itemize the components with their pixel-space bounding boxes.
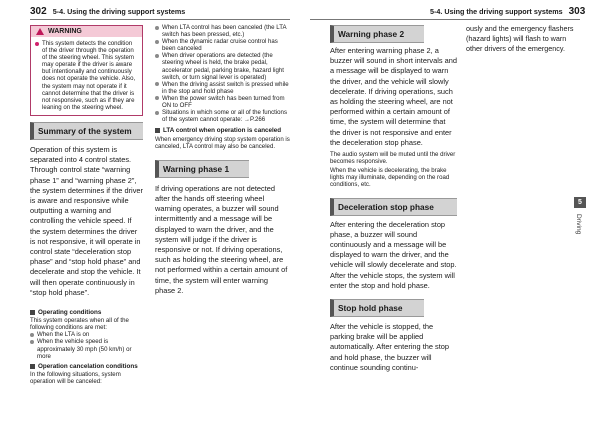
right-page-header: [430, 6, 585, 17]
list-item: When the driving assist switch is pressed while in the stop and hold phase: [155, 81, 290, 95]
left-column-2: [155, 24, 290, 296]
stop-hold-text: After the vehicle is stopped, the parking brake will be applied automatically. After entering the stop and hold phase, the buzzer will continue sounding continu-: [330, 321, 449, 372]
right-header-rule: [310, 19, 580, 20]
warning-phase-1-heading: Warning phase 1: [155, 160, 249, 178]
right-column-2: [466, 24, 578, 55]
stop-hold-heading: Stop hold phase: [330, 299, 424, 317]
list-item: When LTA control has been canceled (the LTA switch has been pressed, etc.): [155, 24, 290, 38]
left-column-1: [30, 25, 143, 385]
operating-conditions-heading: Operating conditions: [30, 309, 143, 316]
deceleration-stop-text: After entering the deceleration stop phase, a buzzer will sound continuously and a message will be displayed to warn the driver, and the vehicle will slowly decelerate and stop. After the vehicle stops, the system will enter the stop and hold phase.: [330, 219, 457, 290]
right-section-title: 5-4. Using the driving support systems: [430, 7, 563, 16]
warning-phase-2-heading: Warning phase 2: [330, 25, 424, 43]
bullet-icon: [155, 26, 159, 30]
left-section-title: 5-4. Using the driving support systems: [52, 7, 186, 16]
left-header-rule: [30, 19, 290, 20]
summary-text: Operation of this system is separated into 4 control states. Through control state “warning phase 1” and “warning phase 2”, the system determines if the driver is aware and responsive while outputting a warning and controlling the vehicle speed. If the system determines the driver is not responsive, it will operate in control state “deceleration stop phase” and “stop hold phase” and decelerate and stop the vehicle. It will then operate continuously in “stop hold phase”.: [30, 144, 143, 297]
square-bullet-icon: [30, 310, 35, 315]
warning-header: [31, 26, 142, 37]
warning-box: [30, 25, 143, 116]
bullet-icon: [155, 54, 159, 58]
left-page-header: [30, 6, 185, 17]
summary-heading: Summary of the system: [30, 122, 143, 140]
bullet-icon: [155, 96, 159, 100]
right-page-number: 303: [568, 6, 586, 17]
right-page: [300, 0, 600, 439]
list-item: When the LTA is on: [30, 331, 143, 338]
bullet-icon: [30, 340, 34, 344]
list-item: When driver operations are detected (the steering wheel is held, the brake pedal, accelerator pedal, parking brake, hazard light switch, or turn signal lever is operated): [155, 52, 290, 80]
list-item: When the vehicle speed is approximately 30 mph (50 km/h) or more: [30, 338, 143, 359]
bullet-icon: [35, 42, 39, 46]
warning-body: [31, 37, 142, 115]
right-column-1: [330, 25, 457, 373]
warning-triangle-icon: [36, 28, 44, 35]
warning-phase-1-text: If driving operations are not detected after the hands off steering wheel warning operates, a buzzer will sound intermittently and a message will be displayed to warn the driver, and the system will judge if the driver is responsive or not. If driving operations, such as holding the steering wheel, are not performed within a certain amount of time, the system will enter warning phase 2.: [155, 183, 288, 295]
square-bullet-icon: [30, 364, 35, 369]
list-item: Situations in which some or all of the functions of the system cannot operate: →P.266: [155, 109, 290, 124]
continued-text: ously and the emergency flashers (hazard lights) will flash to warn other drivers of the emergency.: [466, 24, 574, 54]
lta-canceled-text: When emergency driving stop system operation is canceled, LTA control may also be canceled.: [155, 135, 290, 150]
warning-phase-2-text: After entering warning phase 2, a buzzer will sound in short intervals and a message will be displayed to warn the driver, and the vehicle will slowly decelerate. If driving operations, such as holding the steering wheel, are not performed within a certain amount of time, the system will determine that the driver is not responsive and enter the deceleration stop phase.: [330, 46, 457, 147]
arrow-icon: →: [243, 117, 250, 124]
warning-phase-2-note-2: When the vehicle is decelerating, the brake lights may illuminate, depending on the road conditions, etc.: [330, 167, 450, 189]
square-bullet-icon: [155, 128, 160, 133]
bullet-icon: [30, 333, 34, 337]
chapter-tab-label: Driving: [575, 214, 582, 235]
page-reference-link[interactable]: P.266: [249, 116, 266, 124]
warning-phase-2-note-1: The audio system will be muted until the driver becomes responsive.: [330, 151, 456, 166]
left-page-number: 302: [30, 6, 47, 17]
operating-conditions-intro: This system operates when all of the following conditions are met:: [30, 317, 129, 332]
warning-text: This system detects the condition of the driver through the operation of the steering wheel. This system may operate if the driver is aware but intentionally and continuously does not operate the vehicle. Also, the system may not operate if it cannot determine that the driver is not responsive, such as if they are leaning on the steering wheel.: [42, 40, 136, 111]
bullet-icon: [155, 40, 159, 44]
warning-title: WARNING: [48, 28, 82, 35]
deceleration-stop-heading: Deceleration stop phase: [330, 198, 457, 216]
cancelation-heading: Operation cancelation conditions: [30, 363, 143, 370]
list-item: When the power switch has been turned from ON to OFF: [155, 95, 290, 109]
chapter-tab: 5: [574, 197, 586, 208]
cancelation-intro: In the following situations, system operation will be canceled:: [30, 370, 121, 386]
bullet-icon: [155, 82, 159, 86]
lta-canceled-heading: LTA control when operation is canceled: [155, 127, 290, 134]
list-item: When the dynamic radar cruise control has been canceled: [155, 38, 290, 52]
bullet-icon: [155, 111, 159, 115]
